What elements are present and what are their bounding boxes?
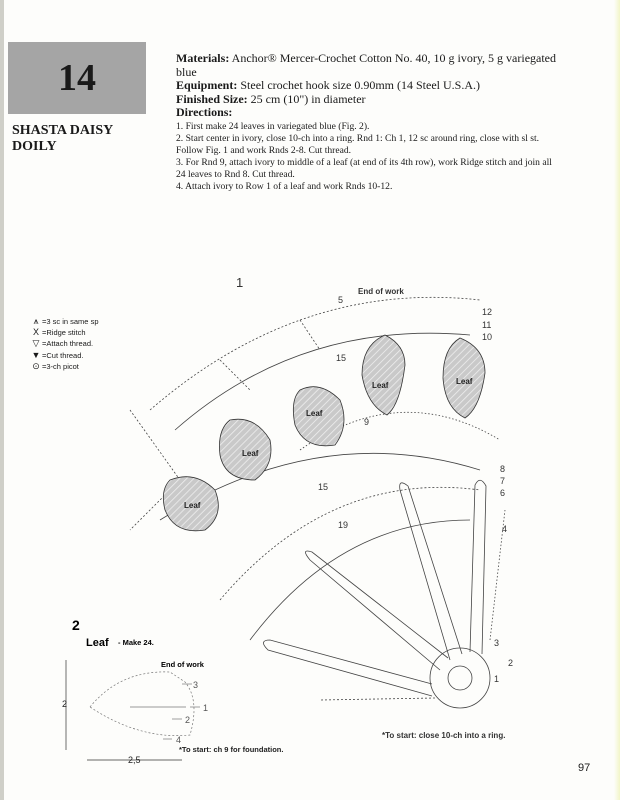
- ridge-stitch-icon: X: [32, 327, 39, 338]
- svg-text:2: 2: [185, 715, 191, 725]
- svg-text:11: 11: [482, 320, 492, 330]
- leaf-label: Leaf: [306, 409, 323, 418]
- three-sc-icon: ⩚: [33, 316, 39, 326]
- svg-text:4: 4: [176, 735, 182, 745]
- svg-text:1: 1: [494, 674, 500, 684]
- svg-text:19: 19: [338, 520, 349, 530]
- figure-1-note: *To start: close 10-ch into a ring.: [382, 731, 506, 740]
- svg-text:8: 8: [500, 464, 506, 474]
- end-of-work-label: End of work: [358, 287, 404, 296]
- svg-text:3: 3: [494, 638, 500, 648]
- page-number: 97: [578, 762, 591, 774]
- pattern-number: 14: [58, 57, 96, 99]
- svg-text:2: 2: [62, 699, 68, 709]
- figure-2-subtitle: - Make 24.: [118, 638, 154, 647]
- cut-thread-icon: ▼: [31, 349, 41, 360]
- leaf-label: Leaf: [372, 381, 389, 390]
- equipment: Equipment: Steel crochet hook size 0.90mm (14 Steel U.S.A.): [176, 78, 480, 92]
- direction-step: 3. For Rnd 9, attach ivory to middle of a leaf (at end of its 4th row), work Ridge stitch and join all 24 leaves to Rnd 8. Cut thread.: [176, 156, 552, 180]
- svg-text:2,5: 2,5: [128, 755, 141, 765]
- picot-icon: ⊙: [32, 360, 40, 371]
- svg-text:3: 3: [193, 680, 199, 690]
- pattern-title: SHASTA DAISY DOILY: [12, 123, 113, 154]
- legend-item: ▼ =Cut thread.: [31, 349, 84, 360]
- figure-2-number: 2: [72, 617, 80, 633]
- svg-text:5: 5: [338, 295, 344, 305]
- leaf-label: Leaf: [242, 449, 259, 458]
- svg-text:10: 10: [482, 332, 493, 342]
- svg-text:2: 2: [508, 658, 514, 668]
- svg-text:12: 12: [482, 307, 493, 317]
- leaf-label: Leaf: [456, 377, 473, 386]
- svg-text:7: 7: [500, 476, 506, 486]
- finished-size: Finished Size: 25 cm (10") in diameter: [176, 91, 366, 106]
- svg-text:1: 1: [203, 703, 209, 713]
- direction-step: 1. First make 24 leaves in variegated blue (Fig. 2).: [176, 120, 370, 132]
- svg-text:15: 15: [318, 482, 329, 492]
- leaves: [163, 335, 485, 531]
- directions-heading: Directions:: [176, 105, 233, 119]
- legend-item: ⊙ =3-ch picot: [30, 361, 98, 372]
- svg-text:6: 6: [500, 488, 506, 498]
- figure-2-title: Leaf: [86, 637, 109, 649]
- svg-text:15: 15: [336, 353, 347, 363]
- legend-item: ⩚ =3 sc in same sp: [30, 316, 98, 327]
- attach-thread-icon: ▽: [32, 338, 40, 349]
- leaf-label: Leaf: [184, 501, 201, 510]
- legend-item: ▽ =Attach thread.: [30, 338, 98, 349]
- svg-text:*To start: ch 9 for foundation: *To start: ch 9 for foundation.: [179, 745, 284, 754]
- svg-text:End of work: End of work: [161, 660, 204, 669]
- svg-text:9: 9: [364, 417, 370, 427]
- direction-step: 2. Start center in ivory, close 10-ch into a ring. Rnd 1: Ch 1, 12 sc around ring, close with sl st. Follow Fig. 1 and work Rnds 2-8. Cut thread.: [176, 132, 540, 156]
- leaf-shape: [362, 335, 405, 415]
- figure-1-number: 1: [236, 275, 244, 290]
- direction-step: 4. Attach ivory to Row 1 of a leaf and work Rnds 10-12.: [176, 180, 393, 192]
- legend-item: X =Ridge stitch: [30, 327, 98, 338]
- svg-text:4: 4: [502, 524, 508, 534]
- materials: Materials: Anchor® Mercer-Crochet Cotton No. 40, 10 g ivory, 5 g variegated blue: [176, 51, 557, 79]
